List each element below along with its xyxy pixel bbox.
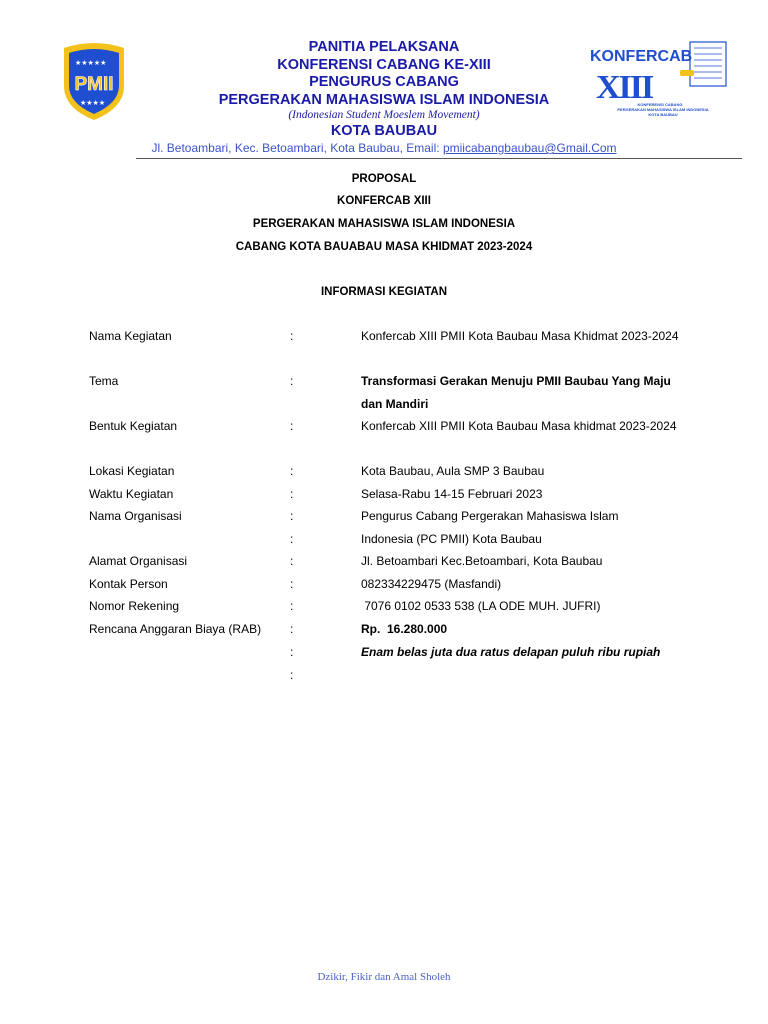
header-divider bbox=[136, 158, 742, 159]
organization-english-name: (Indonesian Student Moeslem Movement) bbox=[288, 109, 480, 121]
info-label: Lokasi Kegiatan bbox=[89, 464, 175, 478]
info-label: Tema bbox=[89, 374, 119, 388]
colon: : bbox=[290, 645, 294, 659]
info-label: Kontak Person bbox=[89, 577, 168, 591]
colon: : bbox=[290, 329, 294, 343]
info-label: Bentuk Kegiatan bbox=[89, 419, 178, 433]
footer-motto: Dzikir, Fikir dan Amal Sholeh bbox=[317, 971, 451, 983]
conference-heading: KONFERENSI CABANG KE-XIII bbox=[277, 57, 491, 73]
svg-text:PMII: PMII bbox=[74, 74, 114, 95]
info-label: Waktu Kegiatan bbox=[89, 487, 174, 501]
svg-text:KOTA BAUBAU: KOTA BAUBAU bbox=[648, 112, 678, 117]
budget-amount: Rp. 16.280.000 bbox=[361, 622, 448, 636]
theme-value: Transformasi Gerakan Menuju PMII Baubau Yang Maju dan Mandiri bbox=[361, 374, 671, 411]
svg-text:KONFERCAB: KONFERCAB bbox=[590, 48, 693, 65]
colon: : bbox=[290, 532, 294, 546]
colon: : bbox=[290, 622, 294, 636]
address-text: Jl. Betoambari, Kec. Betoambari, Kota Baubau, Email: bbox=[151, 141, 443, 155]
svg-text:XIII: XIII bbox=[596, 69, 653, 106]
info-value: 082334229475 (Masfandi) bbox=[361, 577, 502, 591]
branch-title: CABANG KOTA BAUABAU MASA KHIDMAT 2023-2024 bbox=[235, 241, 533, 253]
board-heading: PENGURUS CABANG bbox=[309, 74, 459, 90]
info-value: 7076 0102 0533 538 (LA ODE MUH. JUFRI) bbox=[361, 599, 601, 613]
colon: : bbox=[290, 464, 294, 478]
info-value: Konfercab XIII PMII Kota Baubau Masa Khidmat 2023-2024 bbox=[361, 329, 679, 343]
colon: : bbox=[290, 554, 294, 568]
info-value: Selasa-Rabu 14-15 Februari 2023 bbox=[361, 487, 543, 501]
info-value: Pengurus Cabang Pergerakan Mahasiswa Islam bbox=[361, 509, 619, 523]
info-label: Nama Kegiatan bbox=[89, 329, 172, 343]
colon: : bbox=[290, 374, 294, 388]
section-title: INFORMASI KEGIATAN bbox=[320, 286, 448, 298]
email-link[interactable]: pmiicabangbaubau@Gmail.Com bbox=[442, 141, 617, 155]
info-value-continued: Indonesia (PC PMII) Kota Baubau bbox=[361, 532, 542, 546]
city-heading: KOTA BAUBAU bbox=[330, 123, 438, 139]
svg-text:★★★★★: ★★★★★ bbox=[75, 59, 107, 67]
organization-title: PERGERAKAN MAHASISWA ISLAM INDONESIA bbox=[252, 218, 516, 230]
svg-text:★★★★: ★★★★ bbox=[80, 99, 106, 107]
organization-heading: PERGERAKAN MAHASISWA ISLAM INDONESIA bbox=[218, 92, 550, 108]
info-value: Kota Baubau, Aula SMP 3 Baubau bbox=[361, 464, 545, 478]
info-label: Nama Organisasi bbox=[89, 509, 182, 523]
proposal-title: PROPOSAL bbox=[351, 173, 417, 185]
colon: : bbox=[290, 577, 294, 591]
colon: : bbox=[290, 599, 294, 613]
info-label: Rencana Anggaran Biaya (RAB) bbox=[89, 622, 262, 636]
committee-heading: PANITIA PELAKSANA bbox=[308, 39, 460, 55]
info-label: Nomor Rekening bbox=[89, 599, 180, 613]
svg-text:KONFERENSI CABANG: KONFERENSI CABANG bbox=[637, 102, 683, 107]
address-line bbox=[0, 141, 768, 155]
budget-in-words: Enam belas juta dua ratus delapan puluh ribu rupiah bbox=[361, 645, 661, 659]
colon: : bbox=[290, 419, 294, 433]
info-value: Konfercab XIII PMII Kota Baubau Masa khidmat 2023-2024 bbox=[361, 419, 677, 433]
colon: : bbox=[290, 487, 294, 501]
svg-text:PERGERAKAN MAHASISWA ISLAM IND: PERGERAKAN MAHASISWA ISLAM INDONESIA bbox=[617, 107, 709, 112]
info-label: Alamat Organisasi bbox=[89, 554, 188, 568]
event-title: KONFERCAB XIII bbox=[337, 195, 431, 207]
colon: : bbox=[290, 509, 294, 523]
info-value: Jl. Betoambari Kec.Betoambari, Kota Baubau bbox=[361, 554, 603, 568]
colon: : bbox=[290, 668, 294, 682]
